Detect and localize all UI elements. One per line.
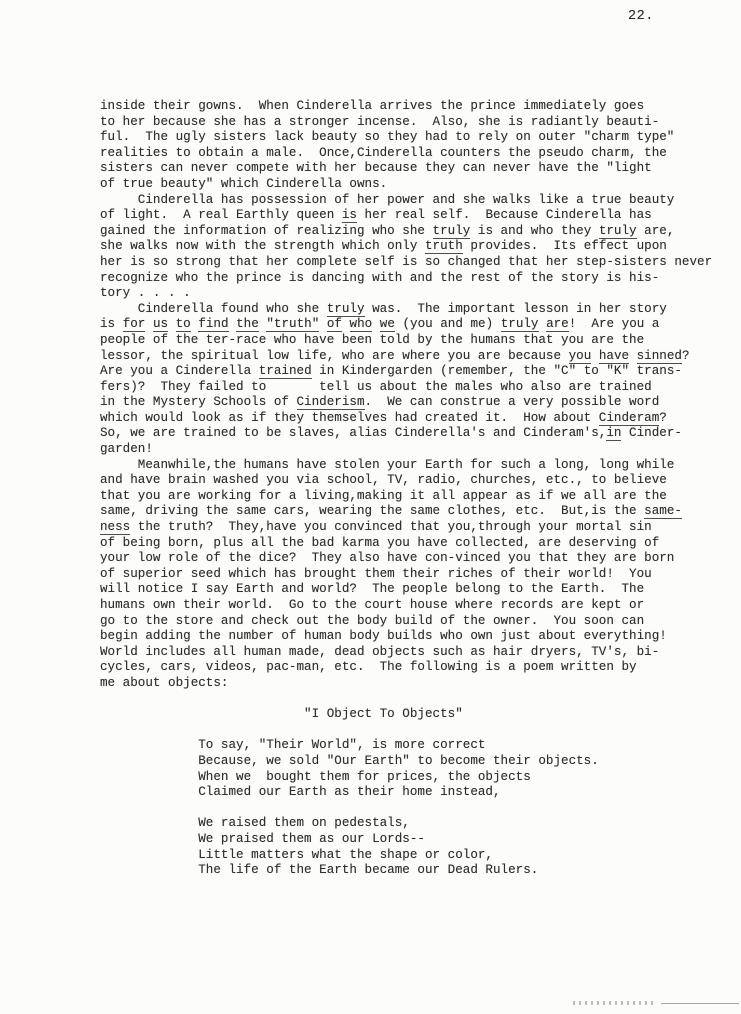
text-line [100,832,730,848]
text-line [100,99,730,115]
text-line [100,239,730,255]
underlined-text: find [198,317,229,332]
text-line [100,816,730,832]
text-segment: in the Mystery Schools of [100,395,297,410]
text-line [100,130,730,146]
text-segment: which would look as if they themselves had created it. How about [100,410,599,425]
text-line [100,411,730,427]
text-line [100,208,730,224]
text-segment: To say, "Their World", is more correct [100,738,486,753]
underlined-text: sinned [636,348,682,363]
text-line [100,660,730,676]
underlined-text: of [326,317,342,332]
text-segment: me about objects: [100,675,229,690]
text-segment: The life of the Earth became our Dead Rulers. [100,863,539,878]
text-line [100,458,730,474]
underlined-text: truth [424,239,463,254]
text-segment: people of the ter-race who have been told by the humans that you are the [100,332,645,347]
text-line [100,629,730,645]
underlined-text: have [598,348,630,363]
text-segment: We praised them as our Lords-- [100,831,425,846]
text-line [100,380,730,396]
text-line [100,146,730,162]
text-segment [629,349,637,363]
text-line [100,426,730,442]
underlined-text: to [175,317,191,332]
text-segment: Cinder- [621,426,682,441]
text-segment: World includes all human made, dead objects such as hair dryers, TV's, bi- [100,644,660,659]
text-segment: lessor, the spiritual low life, who are where you are because [100,348,569,363]
text-segment: of being born, plus all the bad karma you have collected, are deserving of [100,535,660,550]
text-segment: . We can construe a very possible word [364,395,660,410]
text-segment: begin adding the number of human body builds who own just about everything! [100,629,667,644]
text-segment [319,317,327,331]
text-segment: are, [636,223,675,238]
text-line [100,848,730,864]
text-segment: will notice I say Earth and world? The people belong to the Earth. The [100,582,645,597]
text-line [100,177,730,193]
underlined-text: trained [258,364,312,379]
text-segment: So, we are trained to be slaves, alias Cinderella's and Cinderam's, [100,426,607,441]
text-line [100,473,730,489]
text-segment: Are you a Cinderella [100,364,259,379]
text-line [100,707,730,723]
text-segment: she walks now with the strength which only [100,239,425,254]
text-segment: ? [681,348,690,363]
text-segment [168,317,176,331]
text-line [100,520,730,536]
text-segment [539,317,547,331]
text-line [100,770,730,786]
text-segment: of superior seed which has brought them their riches of their world! You [100,566,652,581]
text-segment: of true beauty" which Cinderella owns. [100,176,388,191]
text-line [100,614,730,630]
text-segment [372,317,380,331]
text-line [100,333,730,349]
text-line [100,224,730,240]
text-line [100,255,730,271]
page-number: 22. [628,9,654,24]
underlined-text: for [122,317,146,332]
text-segment: to her because she has a stronger incense. Also, she is radiantly beauti- [100,114,660,129]
text-segment: garden! [100,442,153,457]
text-segment: her is so strong that her complete self is so changed that her step-sisters never [100,254,713,269]
text-line [100,645,730,661]
text-line [100,193,730,209]
text-segment: When we bought them for prices, the objects [100,769,531,784]
typed-text [100,99,730,879]
text-line [100,551,730,567]
text-segment: Cinderella has possession of her power and she walks like a true beauty [100,192,675,207]
text-line [100,489,730,505]
text-line [100,582,730,598]
text-line [100,271,730,287]
underlined-text: "truth" [266,317,320,332]
underlined-text: is [341,208,357,223]
scan-artifact-dashes [573,1001,653,1005]
text-segment: go to the store and check out the body build of the owner. You soon can [100,613,645,628]
text-segment: inside their gowns. When Cinderella arrives the prince immediately goes [100,99,645,113]
underlined-text: truly [500,317,539,332]
text-segment: the truth? They,have you convinced that you,through your mortal sin [130,520,652,535]
text-segment: is and who they [470,223,599,238]
text-line [100,801,730,817]
text-line [100,536,730,552]
text-segment: ! Are you a [568,317,660,332]
text-segment: humans own their world. Go to the court house where records are kept or [100,598,645,612]
underlined-text: Cinderism [296,395,365,410]
text-segment: recognize who the prince is dancing with and the rest of the story is his- [100,270,660,285]
scan-artifact [573,999,739,1007]
text-line [100,364,730,380]
text-segment: provides. Its effect upon [462,239,667,254]
underlined-text: Cinderam [598,410,660,425]
text-segment: cycles, cars, videos, pac-man, etc. The following is a poem written by [100,660,637,675]
underlined-text: the [236,317,259,332]
text-segment [591,349,599,363]
text-segment: in Kindergarden (remember, the "C" to "K" trans- [311,364,682,379]
text-segment: that you are working for a living,making it all appear as if we all are the [100,488,667,503]
underlined-text: truly [326,301,365,316]
text-line [100,598,730,614]
text-segment: your low role of the dice? They also have con-vinced you that they are born [100,551,675,566]
text-segment: of light. A real Earthly queen [100,208,342,223]
underlined-text: you [568,348,592,363]
text-line [100,738,730,754]
text-segment: Meanwhile,the humans have stolen your Earth for such a long, long while [100,457,675,472]
text-segment: gained the information of realizing who she [100,223,433,238]
text-line [100,567,730,583]
underlined-text: us [152,317,169,332]
text-segment: tory . . . . [100,286,191,301]
text-segment: was. The important lesson in her story [364,301,667,316]
underlined-text: we [379,317,395,332]
text-line [100,395,730,411]
text-segment: same, driving the same cars, wearing the same clothes, etc. But,is the [100,504,645,519]
text-line [100,302,730,318]
text-line [100,785,730,801]
text-line [100,692,730,708]
text-segment: Little matters what the shape or color, [100,847,493,862]
text-segment: Claimed our Earth as their home instead, [100,785,501,800]
underlined-text: truly [432,223,471,238]
text-segment: Cinderella found who she [100,301,327,316]
text-segment: fers)? They failed to tell us about the males who also are trained [100,379,652,394]
scan-artifact-line [661,1003,739,1004]
text-line [100,676,730,692]
text-segment [342,317,350,331]
text-segment: We raised them on pedestals, [100,816,410,831]
text-segment: ful. The ugly sisters lack beauty so they had to rely on outer "charm type" [100,130,675,145]
underlined-text: ness [100,520,131,535]
text-line [100,115,730,131]
text-segment: realities to obtain a male. Once,Cinderella counters the pseudo charm, the [100,145,667,160]
text-line [100,863,730,879]
text-segment: her real self. Because Cinderella has [356,208,652,223]
text-segment: is [100,317,123,332]
text-segment: Because, we sold "Our Earth" to become their objects. [100,753,599,768]
text-segment: ? [659,410,667,425]
text-segment [229,317,237,331]
underlined-text: truly [598,223,637,238]
underlined-text: who [349,317,373,332]
text-segment: "I Object To Objects" [100,707,463,722]
underlined-text: in [606,426,622,441]
text-segment: and have brain washed you via school, TV, radio, churches, etc., to believe [100,473,667,488]
text-segment: (you and me) [394,317,501,332]
text-line [100,349,730,365]
underlined-text: are [546,317,569,332]
underlined-text: same- [644,504,682,519]
text-line [100,161,730,177]
text-segment [145,317,153,331]
text-segment: sisters can never compete with her because they can never have the "light [100,161,652,176]
text-line [100,317,730,333]
text-line [100,504,730,520]
text-line [100,286,730,302]
text-line [100,442,730,458]
text-line [100,754,730,770]
text-line [100,723,730,739]
